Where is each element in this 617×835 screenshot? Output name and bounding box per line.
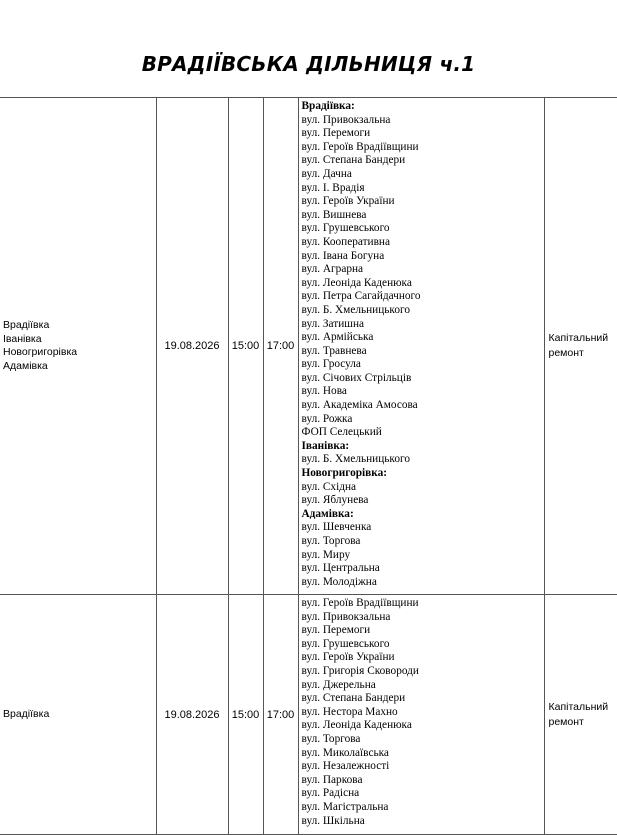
street-item: вул. Грушевського [302,222,544,236]
street-item: вул. Привокзальна [302,114,544,128]
work-type-text: Капітальний [549,331,617,346]
street-item: вул. Кооперативна [302,236,544,250]
street-item: вул. Торгова [302,535,544,549]
work-type-text: ремонт [549,346,617,361]
schedule-body [0,98,617,835]
street-item: вул. Миколаївська [302,747,544,761]
street-item: вул. Магістральна [302,801,544,815]
street-item: вул. Дачна [302,168,544,182]
table-row [0,595,617,835]
street-item: вул. Вишнева [302,209,544,223]
street-item: вул. Паркова [302,774,544,788]
street-item: вул. Центральна [302,562,544,576]
street-item: вул. Яблунева [302,494,544,508]
street-item: вул. Радісна [302,787,544,801]
village-name: Врадіївка [3,708,156,722]
village-name: Іванівка [3,333,156,347]
street-item: вул. Затишна [302,318,544,332]
street-item: вул. Гросула [302,358,544,372]
village-name: Адамівка [3,360,156,374]
street-item: вул. Перемоги [302,624,544,638]
street-item: вул. Армійська [302,331,544,345]
street-item: вул. Аграрна [302,263,544,277]
village-name: Врадіївка [3,319,156,333]
street-item: вул. Миру [302,549,544,563]
work-type-cell [544,98,617,595]
street-item: вул. Академіка Амосова [302,399,544,413]
street-item: вул. Б. Хмельницького [302,453,544,467]
street-item: вул. Травнева [302,345,544,359]
date-cell: 19.08.2026 [156,98,228,595]
street-item: вул. І. Врадія [302,182,544,196]
time-to-cell: 17:00 [263,98,298,595]
street-item: вул. Героїв Врадіївщини [302,597,544,611]
settlement-heading: Іванівка: [302,440,544,454]
street-item: вул. Шевченка [302,521,544,535]
work-type-text: ремонт [549,715,617,730]
street-item: вул. Січових Стрільців [302,372,544,386]
street-item: вул. Перемоги [302,127,544,141]
work-type-cell [544,595,617,835]
work-type-text: Капітальний [549,700,617,715]
street-item: вул. Степана Бандери [302,154,544,168]
street-item: вул. Степана Бандери [302,692,544,706]
page-title: ВРАДІЇВСЬКА ДІЛЬНИЦЯ ч.1 [0,52,617,76]
date-cell: 19.08.2026 [156,595,228,835]
street-item: вул. Нестора Махно [302,706,544,720]
street-item: вул. Григорія Сковороди [302,665,544,679]
time-from-cell: 15:00 [228,98,263,595]
time-to-cell: 17:00 [263,595,298,835]
street-item: вул. Торгова [302,733,544,747]
street-item: вул. Рожка [302,413,544,427]
streets-cell [298,595,544,835]
street-item: вул. Незалежності [302,760,544,774]
village-name: Новогригорівка [3,346,156,360]
settlement-heading: Адамівка: [302,508,544,522]
street-item: вул. Петра Сагайдачного [302,290,544,304]
villages-cell [0,595,156,835]
street-item: вул. Героїв України [302,651,544,665]
street-item: вул. Шкільна [302,815,544,829]
street-item: вул. Грушевського [302,638,544,652]
villages-cell [0,98,156,595]
settlement-heading: Врадіївка: [302,100,544,114]
street-item: вул. Нова [302,385,544,399]
street-item: вул. Б. Хмельницького [302,304,544,318]
street-item: вул. Привокзальна [302,611,544,625]
settlement-heading: Новогригорівка: [302,467,544,481]
street-item: ФОП Селецький [302,426,544,440]
time-from-cell: 15:00 [228,595,263,835]
street-item: вул. Леоніда Каденюка [302,719,544,733]
street-item: вул. Молодіжна [302,576,544,590]
streets-cell [298,98,544,595]
street-item: вул. Героїв Врадіївщини [302,141,544,155]
street-item: вул. Східна [302,481,544,495]
street-item: вул. Героїв України [302,195,544,209]
street-item: вул. Леоніда Каденюка [302,277,544,291]
street-item: вул. Джерельна [302,679,544,693]
table-row [0,98,617,595]
outage-schedule-table [0,97,617,835]
street-item: вул. Івана Богуна [302,250,544,264]
